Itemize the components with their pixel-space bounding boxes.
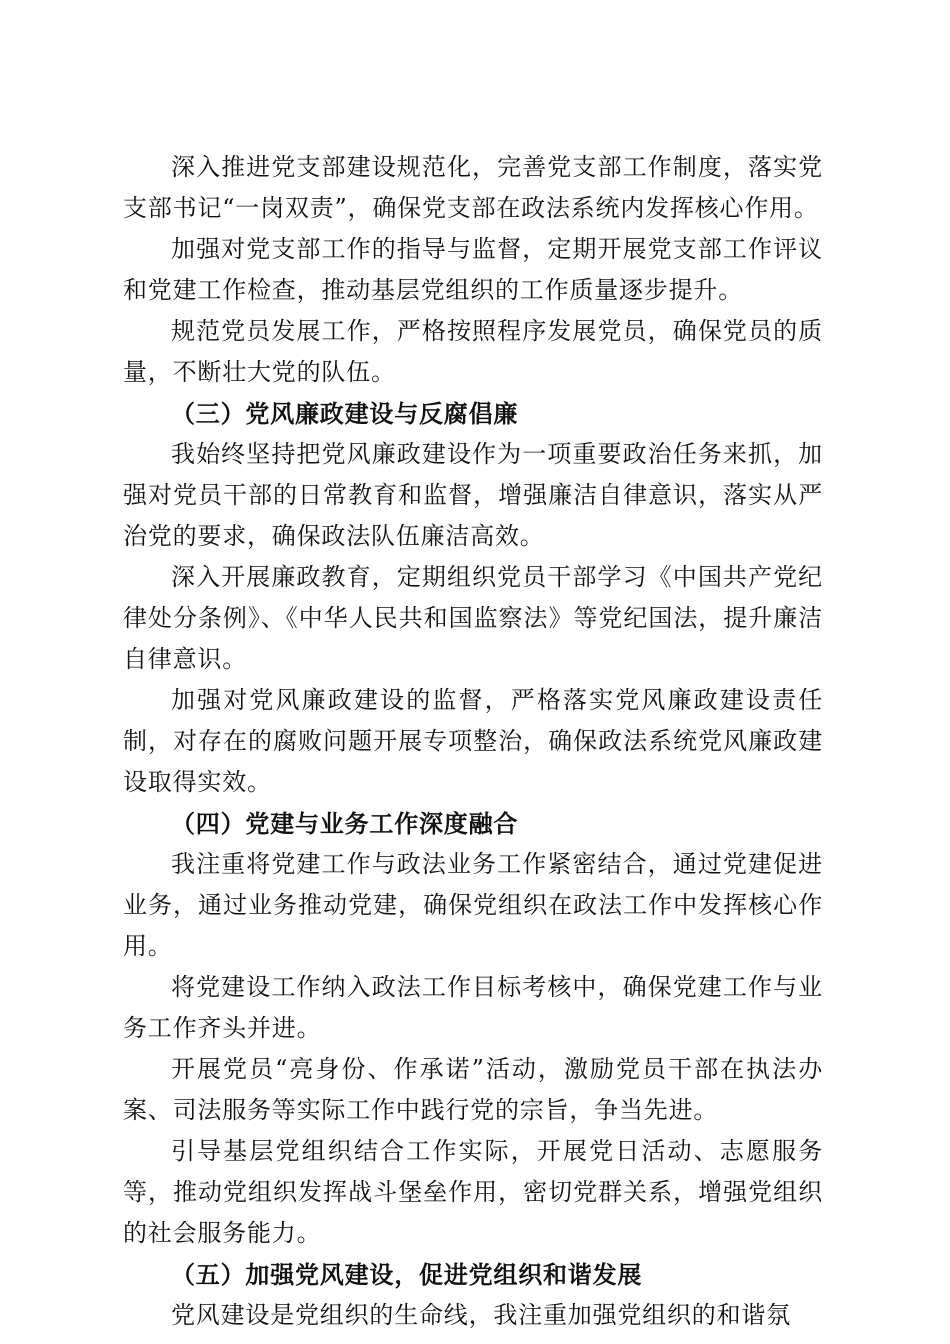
document-body — [123, 147, 823, 1336]
section-heading: （四）党建与业务工作深度融合 — [171, 809, 519, 838]
section-heading: （三）党风廉政建设与反腐倡廉 — [171, 399, 519, 428]
paragraph: 我注重将党建工作与政法业务工作紧密结合，通过党建促进业务，通过业务推动党建，确保党组织在政法工作中发挥核心作用。 — [123, 850, 823, 960]
paragraph: 加强对党风廉政建设的监督，严格落实党风廉政建设责任制，对存在的腐败问题开展专项整治，确保政法系统党风廉政建设取得实效。 — [123, 686, 823, 796]
paragraph: 加强对党支部工作的指导与监督，定期开展党支部工作评议和党建工作检查，推动基层党组织的工作质量逐步提升。 — [123, 235, 823, 304]
paragraph: 引导基层党组织结合工作实际，开展党日活动、志愿服务等，推动党组织发挥战斗堡垒作用，密切党群关系，增强党组织的社会服务能力。 — [123, 1137, 823, 1247]
paragraph: 我始终坚持把党风廉政建设作为一项重要政治任务来抓，加强对党员干部的日常教育和监督，增强廉洁自律意识，落实从严治党的要求，确保政法队伍廉洁高效。 — [123, 440, 823, 550]
paragraph: 深入推进党支部建设规范化，完善党支部工作制度，落实党支部书记“一岗双责”，确保党支部在政法系统内发挥核心作用。 — [123, 153, 823, 222]
paragraph: 开展党员“亮身份、作承诺”活动，激励党员干部在执法办案、司法服务等实际工作中践行党的宗旨，争当先进。 — [123, 1055, 823, 1124]
paragraph: 将党建设工作纳入政法工作目标考核中，确保党建工作与业务工作齐头并进。 — [123, 973, 823, 1042]
paragraph: 深入开展廉政教育，定期组织党员干部学习《中国共产党纪律处分条例》、《中华人民共和国监察法》等党纪国法，提升廉洁自律意识。 — [123, 563, 823, 673]
paragraph: 党风建设是党组织的生命线，我注重加强党组织的和谐氛 — [171, 1301, 791, 1329]
section-heading: （五）加强党风建设，促进党组织和谐发展 — [171, 1260, 643, 1289]
paragraph: 规范党员发展工作，严格按照程序发展党员，确保党员的质量，不断壮大党的队伍。 — [123, 317, 823, 386]
